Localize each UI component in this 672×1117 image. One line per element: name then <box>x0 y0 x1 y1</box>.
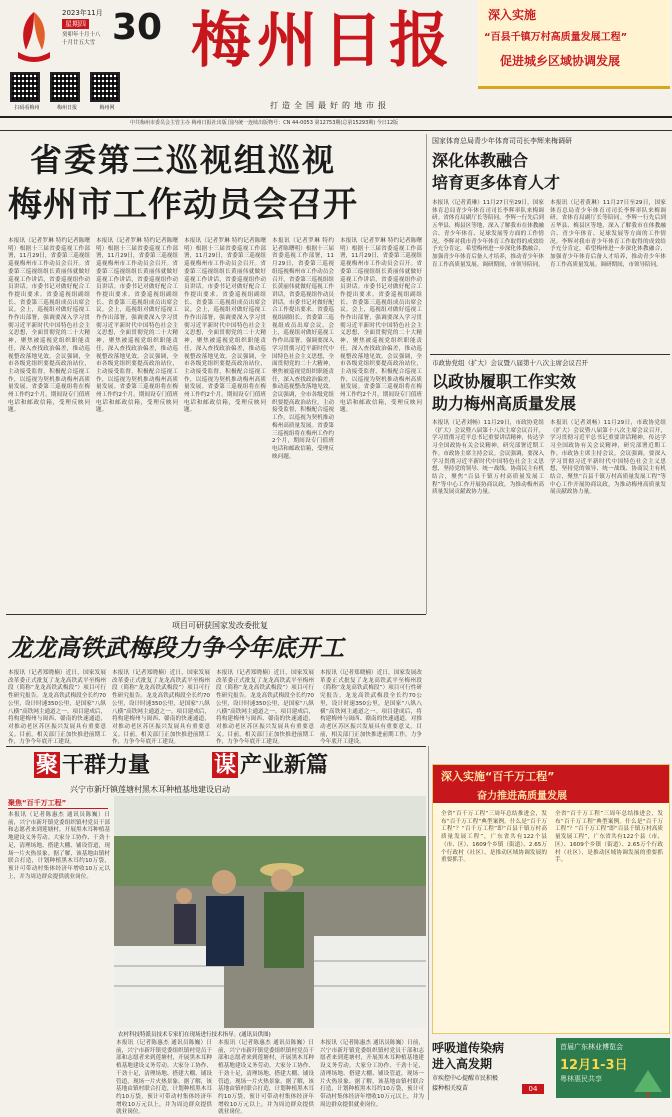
sports-title-line2: 培育更多体育人才 <box>432 173 561 192</box>
lunar-date-2: 十月廿五大雪 <box>62 40 96 46</box>
date-line: 2023年11月 <box>62 9 103 17</box>
sports-kicker: 国家体育总局青少年体育司司长李辉来梅调研 <box>432 137 572 145</box>
page-ref-badge[interactable]: 04 <box>522 1084 544 1094</box>
sidebar-promo <box>432 764 670 1034</box>
feature-title-char2: 谋 <box>213 752 236 778</box>
article-body-col5: 本报讯（记者罗琳 特约记者陈曙明）根据十三届省委巡视工作部署，11月29日，省委第三巡视组巡视梅州市工作动员会召开。省委第三巡视组组长黄丽伟就做好巡视工作讲话，省委巡视组作动员讲话。市委书记对做好配合工作提出要求。省委巡视组副组长、省委第三巡视组成员出席会议。会上，巡视组对做好巡视工作作出部署，强调要深入学习贯彻习近平新时代中国特色社会主义思想，全面贯彻党的二十大精神，聚焦被巡视党组织职能责任，深入查找政治偏差，推动巡视整改落地见效。会议强调，全市各级党组织要提高政治站位，主动接受监督，积极配合巡视工作，以巡视为契机推动梅州高质量发展。省委第三巡视组将在梅州工作约2个月，期间设专门值班电话和邮政信箱，受理反映问题。 <box>340 238 422 414</box>
qr-code-icon[interactable] <box>10 72 40 102</box>
forestry-expo-ad[interactable] <box>556 1038 670 1098</box>
sidebar-promo-header <box>433 765 669 803</box>
rail-kicker: 项目可研获国家发改委批复 <box>172 621 268 630</box>
feature-subtitle: 兴宁市新圩镇莲塘村黑木耳种植基地建设启动 <box>70 785 230 794</box>
bottom-text-1: 市疾控中心提醒市民积极 <box>432 1075 499 1082</box>
weekday-badge: 星期四 <box>62 19 89 29</box>
info-line: 中共梅州市委员会主管主办 梅州日报社出版 国内统一连续出版物号：CN 44-0053 第12753期(总第15293期) 今日12版 <box>130 120 399 126</box>
lunar-date-1: 癸卯年十月十八 <box>62 32 101 38</box>
newspaper-title: 梅州日报 <box>191 6 455 76</box>
ad-date: 12月1-3日 <box>560 1058 628 1073</box>
sidebar-promo-main <box>441 768 554 784</box>
article-body-col1: 本报讯（记者罗琳 特约记者陈曙明）根据十三届省委巡视工作部署，11月29日，省委第三巡视组巡视梅州市工作动员会召开。省委第三巡视组组长黄丽伟就做好巡视工作讲话，省委巡视组作动员讲话。市委书记对做好配合工作提出要求。省委巡视组副组长、省委第三巡视组成员出席会议。会上，巡视组对做好巡视工作作出部署，强调要深入学习贯彻习近平新时代中国特色社会主义思想，全面贯彻党的二十大精神，聚焦被巡视党组织职能责任，深入查找政治偏差，推动巡视整改落地见效。会议强调，全市各级党组织要提高政治站位，主动接受监督，积极配合巡视工作，以巡视为契机推动梅州高质量发展。省委第三巡视组将在梅州工作约2个月，期间设专门值班电话和邮政信箱，受理反映问题。 <box>8 238 90 414</box>
rail-title: 龙龙高铁武梅段力争今年底开工 <box>8 633 344 662</box>
ad-line1: 首届广东林业博览会 <box>560 1043 623 1051</box>
feature-body-col1: 本报讯（记者陈惠杰 通讯员陈巍）日前，兴宁市新圩镇党委组织镇村党员干部和志愿者来到莲塘村，开展黑木耳种植基地建设义务劳动。大家分工协作、干劲十足，清理场地、搭建大棚、铺设管道，现场一片火热景象。据了解，该基地由镇村联合打造，计划种植黑木耳约10万袋，预计可带动村集体经济年增收10万元以上，并为周边群众提供就业岗位。 <box>8 812 110 880</box>
sidebar-promo-sub: 奋力推进高质量发展 <box>477 791 567 802</box>
feature-title-part1: 干群力量 <box>62 752 151 778</box>
rail-body-col1: 本报讯（记者郑晓楠）近日，国家发展改革委正式批复了龙龙高铁武平至梅州段（简称“龙龙高铁武梅段”）项目可行性研究报告。龙龙高铁武梅段全长约70公里，设计时速350公里，是国家“八纵八横”高铁网主通道之一。项目建成后，将构建梅州与闽西、赣南的快速通道，对推动老区苏区振兴发展具有重要意义。目前，相关部门正加快推进前期工作，力争今年底开工建设。 <box>8 670 106 746</box>
politics-body-col1: 本报讯（记者刘畅）11月29日，市政协党组（扩大）会议暨八届第十八次主席会议召开，学习贯彻习近平总书记重要讲话精神，传达学习全国政协有关会议精神，研究部署近期工作。市政协主席主持会议。会议强调，要深入学习贯彻习近平新时代中国特色社会主义思想，坚持党的领导、统一战线、协商民主有机结合，聚焦“百县千镇万村高质量发展工程”等中心工作开展协商议政，为推动梅州高质量发展贡献政协力量。 <box>432 420 544 496</box>
headline-main-line2: 梅州市工作动员会召开 <box>8 185 358 225</box>
photo-caption: 农村科技特派员技术专家们在现场进行技术指导。(通讯员供图) <box>118 1032 271 1038</box>
sports-body-col1: 本报讯（记者黄琳）11月27日至29日，国家体育总局青少年体育司司长李辉率队来梅调研。省体育局副厅长等陪同。李辉一行先后到五华县、梅县区等地，深入了解我市在体教融合、青少年体育、足球发展等方面的工作情况。李辉对我市青少年体育工作取得的成效给予充分肯定，希望梅州进一步深化体教融合，加强青少年体育后备人才培养，推动青少年体育工作高质量发展。调研期间，市领导陪同。 <box>432 200 544 268</box>
article-body-col4: 本报讯（记者罗琳 特约记者陈曙明）根据十三届省委巡视工作部署，11月29日，省委第三巡视组巡视梅州市工作动员会召开。省委第三巡视组组长黄丽伟就做好巡视工作讲话，省委巡视组作动员讲话。市委书记对做好配合工作提出要求。省委巡视组副组长、省委第三巡视组成员出席会议。会上，巡视组对做好巡视工作作出部署，强调要深入学习贯彻习近平新时代中国特色社会主义思想，全面贯彻党的二十大精神，聚焦被巡视党组织职能责任，深入查找政治偏差，推动巡视整改落地见效。会议强调，全市各级党组织要提高政治站位，主动接受监督，积极配合巡视工作，以巡视为契机推动梅州高质量发展。省委第三巡视组将在梅州工作约2个月，期间设专门值班电话和邮政信箱，受理反映问题。 <box>272 238 334 460</box>
feature-tag: 聚焦“百千万工程” <box>8 798 108 809</box>
promo-main: “百县千镇万村高质量发展工程” <box>484 32 628 43</box>
feature-photo <box>114 796 426 1028</box>
day-number: 30 <box>112 7 163 48</box>
bottom-title-line2[interactable]: 进入高发期 <box>432 1057 493 1071</box>
politics-kicker: 市政协党组（扩大）会议暨八届第十八次主席会议召开 <box>432 359 588 367</box>
sidebar-promo-top: 深入实施 <box>441 770 485 783</box>
feature-body-col2: 本报讯（记者陈惠杰 通讯员陈巍）日前，兴宁市新圩镇党委组织镇村党员干部和志愿者来到莲塘村，开展黑木耳种植基地建设义务劳动。大家分工协作、干劲十足，清理场地、搭建大棚、铺设管道，现场一片火热景象。据了解，该基地由镇村联合打造，计划种植黑木耳约10万袋，预计可带动村集体经济年增收10万元以上，并为周边群众提供就业岗位。 <box>116 1040 212 1116</box>
qr-label: 扫码看梅州 <box>14 105 40 111</box>
promo-kicker: 深入实施 <box>488 8 537 22</box>
sports-title-line1: 深化体教融合 <box>432 151 529 170</box>
bottom-text-2: 接种相关疫苗 <box>432 1085 469 1092</box>
feature-body-col3: 本报讯（记者陈惠杰 通讯员陈巍）日前，兴宁市新圩镇党委组织镇村党员干部和志愿者来到莲塘村，开展黑木耳种植基地建设义务劳动。大家分工协作、干劲十足，清理场地、搭建大棚、铺设管道，现场一片火热景象。据了解，该基地由镇村联合打造，计划种植黑木耳约10万袋，预计可带动村集体经济年增收10万元以上，并为周边群众提供就业岗位。 <box>218 1040 314 1116</box>
bottom-title-line1[interactable]: 呼吸道传染病 <box>432 1041 505 1055</box>
date-block <box>62 8 103 47</box>
sidebar-promo-body-col1: 全省“百千万工程”三周年总结推进会，发布“百千万工程”典型案例。什么是“百千万工程”？“百千万工程”即“百县千镇万村高质量发展工程”，广东省共有122个县（市、区）、1609个乡镇（街道）、2.65万个行政村（社区），是推动区域协调发展的重要抓手。 <box>441 811 547 864</box>
sidebar-promo-main-text: “百千万工程” <box>485 770 555 783</box>
qr-code-icon[interactable] <box>50 72 80 102</box>
promo-sub: 促进城乡区域协调发展 <box>500 54 621 68</box>
rail-body-col4: 本报讯（记者郑晓楠）近日，国家发展改革委正式批复了龙龙高铁武平至梅州段（简称“龙龙高铁武梅段”）项目可行性研究报告。龙龙高铁武梅段全长约70公里，设计时速350公里，是国家“八纵八横”高铁网主通道之一。项目建成后，将构建梅州与闽西、赣南的快速通道，对推动老区苏区振兴发展具有重要意义。目前，相关部门正加快推进前期工作，力争今年底开工建设。 <box>320 670 422 746</box>
tree-icon <box>628 1068 668 1098</box>
feature-title-part2: 产业新篇 <box>240 752 329 778</box>
sidebar-promo-body-col2: 全省“百千万工程”三周年总结推进会，发布“百千万工程”典型案例。什么是“百千万工程”？“百千万工程”即“百县千镇万村高质量发展工程”，广东省共有122个县（市、区）、1609个乡镇（街道）、2.65万个行政村（社区），是推动区域协调发展的重要抓手。 <box>555 811 663 864</box>
qr-code-icon[interactable] <box>90 72 120 102</box>
logo-emblem <box>8 6 60 70</box>
headline-main-line1: 省委第三巡视组巡视 <box>30 141 337 179</box>
promo-banner[interactable] <box>478 0 670 89</box>
politics-title-line1: 以政协履职工作实效 <box>432 372 577 391</box>
feature-title-char1: 聚 <box>35 752 58 778</box>
article-body-col2: 本报讯（记者罗琳 特约记者陈曙明）根据十三届省委巡视工作部署，11月29日，省委第三巡视组巡视梅州市工作动员会召开。省委第三巡视组组长黄丽伟就做好巡视工作讲话，省委巡视组作动员讲话。市委书记对做好配合工作提出要求。省委巡视组副组长、省委第三巡视组成员出席会议。会上，巡视组对做好巡视工作作出部署，强调要深入学习贯彻习近平新时代中国特色社会主义思想，全面贯彻党的二十大精神，聚焦被巡视党组织职能责任，深入查找政治偏差，推动巡视整改落地见效。会议强调，全市各级党组织要提高政治站位，主动接受监督，积极配合巡视工作，以巡视为契机推动梅州高质量发展。省委第三巡视组将在梅州工作约2个月，期间设专门值班电话和邮政信箱，受理反映问题。 <box>96 238 178 414</box>
qr-label: 梅州日报 <box>56 105 77 111</box>
rail-body-col3: 本报讯（记者郑晓楠）近日，国家发展改革委正式批复了龙龙高铁武平至梅州段（简称“龙龙高铁武梅段”）项目可行性研究报告。龙龙高铁武梅段全长约70公里，设计时速350公里，是国家“八纵八横”高铁网主通道之一。项目建成后，将构建梅州与闽西、赣南的快速通道，对推动老区苏区振兴发展具有重要意义。目前，相关部门正加快推进前期工作，力争今年底开工建设。 <box>216 670 314 746</box>
article-body-col3: 本报讯（记者罗琳 特约记者陈曙明）根据十三届省委巡视工作部署，11月29日，省委第三巡视组巡视梅州市工作动员会召开。省委第三巡视组组长黄丽伟就做好巡视工作讲话，省委巡视组作动员讲话。市委书记对做好配合工作提出要求。省委巡视组副组长、省委第三巡视组成员出席会议。会上，巡视组对做好巡视工作作出部署，强调要深入学习贯彻习近平新时代中国特色社会主义思想，全面贯彻党的二十大精神，聚焦被巡视党组织职能责任，深入查找政治偏差，推动巡视整改落地见效。会议强调，全市各级党组织要提高政治站位，主动接受监督，积极配合巡视工作，以巡视为契机推动梅州高质量发展。省委第三巡视组将在梅州工作约2个月，期间设专门值班电话和邮政信箱，受理反映问题。 <box>184 238 266 414</box>
politics-title-line2: 助力梅州高质量发展 <box>432 394 577 413</box>
ad-line2: 粤林惠民共享 <box>560 1075 602 1083</box>
politics-body-col2: 本报讯（记者刘畅）11月29日，市政协党组（扩大）会议暨八届第十八次主席会议召开，学习贯彻习近平总书记重要讲话精神，传达学习全国政协有关会议精神，研究部署近期工作。市政协主席主持会议。会议强调，要深入学习贯彻习近平新时代中国特色社会主义思想，坚持党的领导、统一战线、协商民主有机结合，聚焦“百县千镇万村高质量发展工程”等中心工作开展协商议政，为推动梅州高质量发展贡献政协力量。 <box>550 420 666 496</box>
sports-body-col2: 本报讯（记者黄琳）11月27日至29日，国家体育总局青少年体育司司长李辉率队来梅调研。省体育局副厅长等陪同。李辉一行先后到五华县、梅县区等地，深入了解我市在体教融合、青少年体育、足球发展等方面的工作情况。李辉对我市青少年体育工作取得的成效给予充分肯定，希望梅州进一步深化体教融合，加强青少年体育后备人才培养，推动青少年体育工作高质量发展。调研期间，市领导陪同。 <box>550 200 666 268</box>
rail-body-col2: 本报讯（记者郑晓楠）近日，国家发展改革委正式批复了龙龙高铁武平至梅州段（简称“龙龙高铁武梅段”）项目可行性研究报告。龙龙高铁武梅段全长约70公里，设计时速350公里，是国家“八纵八横”高铁网主通道之一。项目建成后，将构建梅州与闽西、赣南的快速通道，对推动老区苏区振兴发展具有重要意义。目前，相关部门正加快推进前期工作，力争今年底开工建设。 <box>112 670 210 746</box>
qr-label: 梅州网 <box>99 105 115 111</box>
slogan: 打造全国最好的地市报 <box>270 101 390 110</box>
feature-body-col4: 本报讯（记者陈惠杰 通讯员陈巍）日前，兴宁市新圩镇党委组织镇村党员干部和志愿者来到莲塘村，开展黑木耳种植基地建设义务劳动。大家分工协作、干劲十足，清理场地、搭建大棚、铺设管道，现场一片火热景象。据了解，该基地由镇村联合打造，计划种植黑木耳约10万袋，预计可带动村集体经济年增收10万元以上，并为周边群众提供就业岗位。 <box>320 1040 424 1108</box>
